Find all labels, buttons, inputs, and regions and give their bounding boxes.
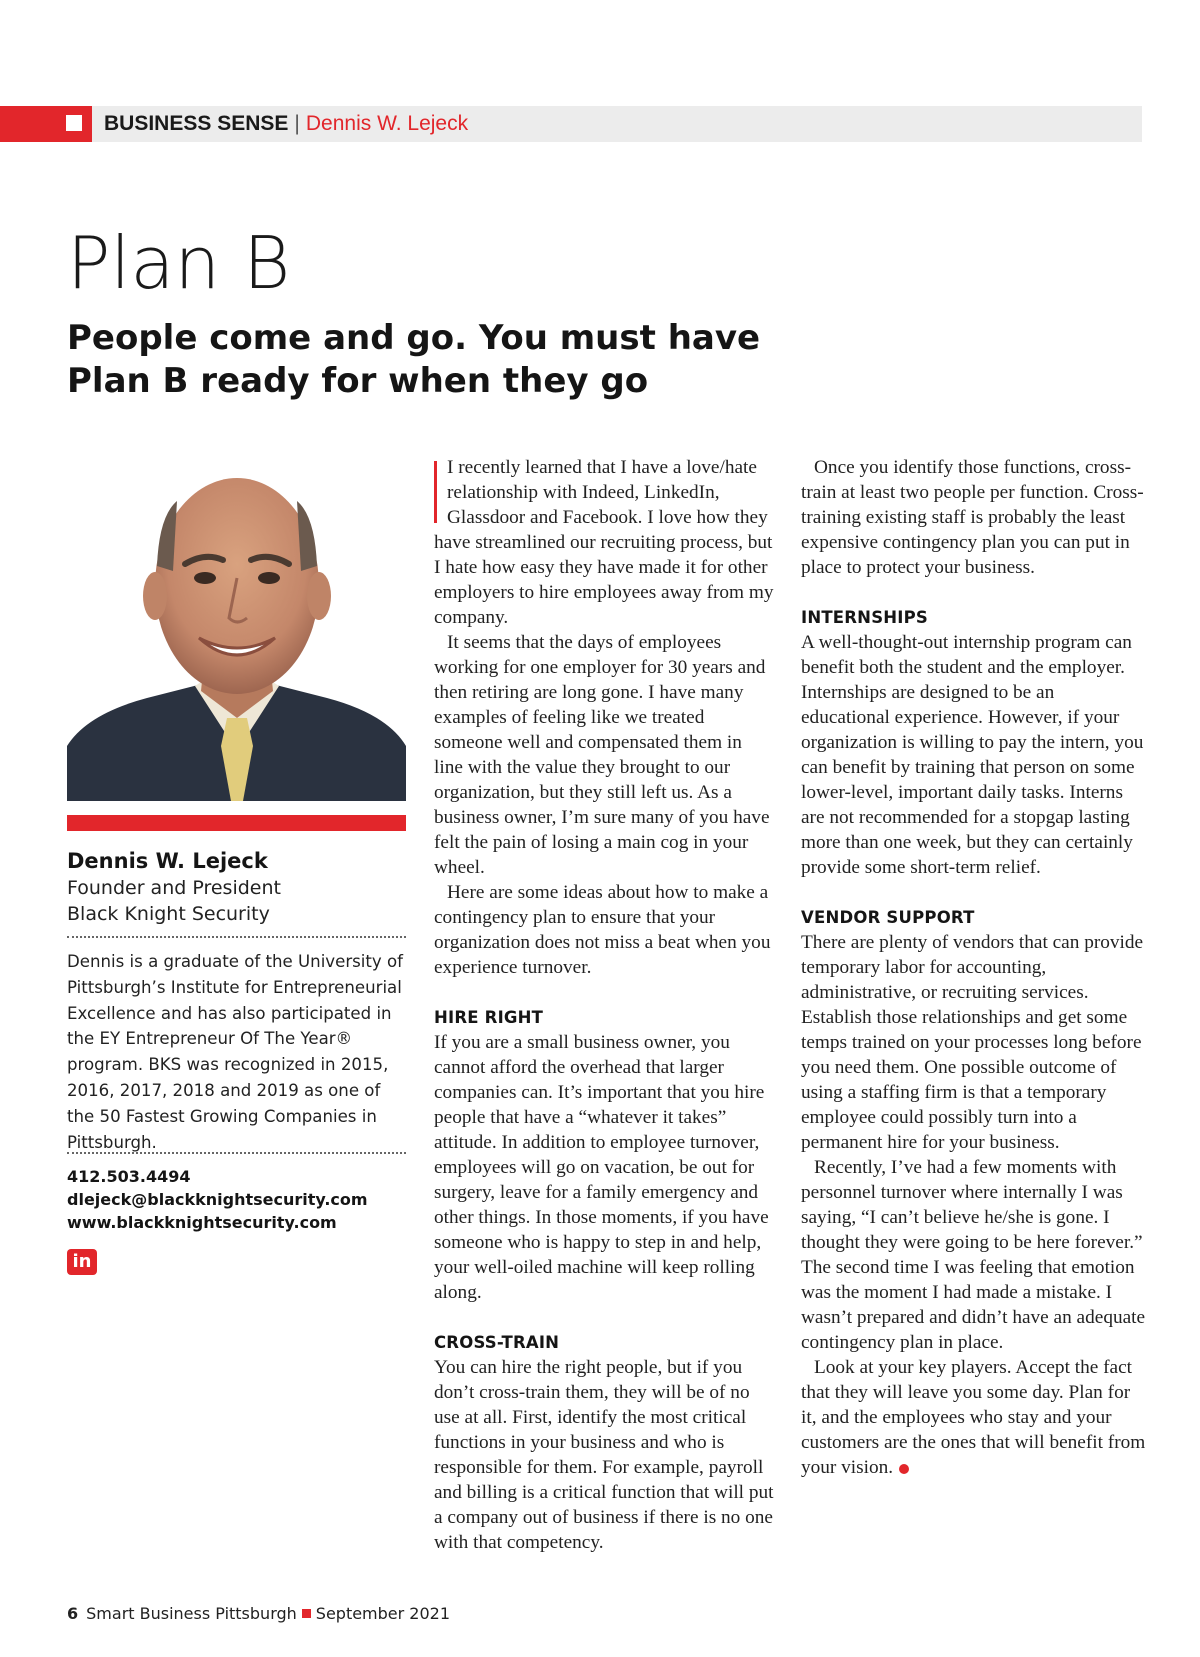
author-name: Dennis W. Lejeck (67, 849, 268, 873)
author-website-link[interactable]: www.blackknightsecurity.com (67, 1213, 337, 1232)
body-paragraph: I recently learned that I have a love/hate relationship with Indeed, LinkedIn, Glassdoor and Facebook. I love how they have streamlined our recruiting process, but I hate how easy they have made it for other employers to hire employees away from my company. (434, 457, 774, 628)
section-heading-hire-right: HIRE RIGHT (434, 1008, 544, 1027)
author-photo (67, 446, 406, 801)
author-bio: Dennis is a graduate of the University of Pittsburgh’s Institute for Entrepreneurial Excellence and has also participated in the EY Entrepreneur Of The Year® program. BKS was recognized in 2015, 2016, 2017, 2018 and 2019 as one of the 50 Fastest Growing Companies in Pittsburgh. (67, 952, 404, 1152)
page-number: 6 (67, 1604, 79, 1623)
publication-name: Smart Business Pittsburgh (86, 1604, 297, 1623)
article-title: Plan B (67, 221, 291, 305)
section-heading-internships: INTERNSHIPS (801, 608, 928, 627)
article-column-middle (434, 455, 774, 1555)
header-square-icon (66, 115, 82, 131)
author-email-link[interactable]: dlejeck@blackknightsecurity.com (67, 1190, 368, 1209)
body-paragraph: You can hire the right people, but if you don’t cross-train them, they will be of no use at all. First, identify the most critical functions in your business and who is responsible for them. For example, payroll and billing is a critical function that will put a company out of business if there is no one with that competency. (434, 1357, 774, 1553)
body-paragraph: There are plenty of vendors that can provide temporary labor for accounting, administrative, or recruiting services. Establish those relationships and get some temps trained on your processes long before you need them. One possible outcome of using a staffing firm is that a temporary employee could possibly turn into a permanent hire for your business. (801, 932, 1144, 1153)
section-heading-cross-train: CROSS-TRAIN (434, 1333, 560, 1352)
section-header-band (0, 106, 1142, 142)
linkedin-icon[interactable]: in (67, 1249, 97, 1275)
page-footer (67, 1604, 450, 1624)
body-paragraph: It seems that the days of employees working for one employer for 30 years and then retiring are long gone. I have many examples of feeling like we treated someone well and compensated them in line with the value they brought to our organization, but they still left us. As a business owner, I’m sure many of you have felt the pain of losing a main cog in your wheel. (434, 632, 770, 878)
dotted-divider (67, 1152, 406, 1154)
body-paragraph: If you are a small business owner, you cannot afford the overhead that larger companies can. It’s important that you hire people that have a “whatever it takes” attitude. In addition to employee turnover, employees will go on vacation, be out for surgery, leave for a family emergency and other things. In those moments, if you have someone who is happy to step in and help, your well-oiled machine will keep rolling along. (434, 1032, 769, 1303)
author-company: Black Knight Security (67, 903, 270, 925)
body-paragraph-final (801, 1355, 1146, 1480)
section-name: BUSINESS SENSE (104, 112, 289, 135)
article-column-right (801, 455, 1146, 1480)
footer-square-icon (302, 1609, 311, 1618)
article-subtitle: People come and go. You must have Plan B ready for when they go (67, 318, 761, 401)
photo-red-bar (67, 815, 406, 831)
end-mark-icon (899, 1464, 909, 1474)
drop-cap-bar (434, 461, 437, 523)
header-red-block (0, 106, 92, 142)
author-role: Founder and President (67, 877, 281, 899)
header-separator: | (294, 112, 300, 135)
section-heading-vendor-support: VENDOR SUPPORT (801, 908, 975, 927)
header-author: Dennis W. Lejeck (305, 112, 469, 135)
dotted-divider (67, 936, 406, 938)
author-portrait-image (67, 446, 406, 801)
author-phone: 412.503.4494 (67, 1167, 191, 1186)
final-paragraph-text: Look at your key players. Accept the fact that they will leave you some day. Plan for it, and the employees who stay and your customers are the ones that will benefit from your vision. (801, 1357, 1146, 1478)
body-paragraph: Here are some ideas about how to make a contingency plan to ensure that your organization does not miss a beat when you experience turnover. (434, 882, 771, 978)
body-paragraph: A well-thought-out internship program can benefit both the student and the employer. Internships are designed to be an educational experience. However, if your organization is willing to pay the intern, you can benefit by training that person on some lower-level, important daily tasks. Interns are not recommended for a stopgap lasting more than one week, but they can certainly provide some short-term relief. (801, 632, 1144, 878)
body-paragraph: Recently, I’ve had a few moments with personnel turnover where internally I was saying, “I can’t believe he/she is gone. I thought they were going to be here forever.” The second time I was feeling that emotion was the moment I had made a mistake. I wasn’t prepared and didn’t have an adequate contingency plan in place. (801, 1157, 1146, 1353)
issue-date: September 2021 (315, 1604, 451, 1623)
body-paragraph: Once you identify those functions, cross-train at least two people per function. Cross-training existing staff is probably the least expensive contingency plan you can put in place to protect your business. (801, 457, 1144, 578)
section-header-text (104, 112, 468, 136)
